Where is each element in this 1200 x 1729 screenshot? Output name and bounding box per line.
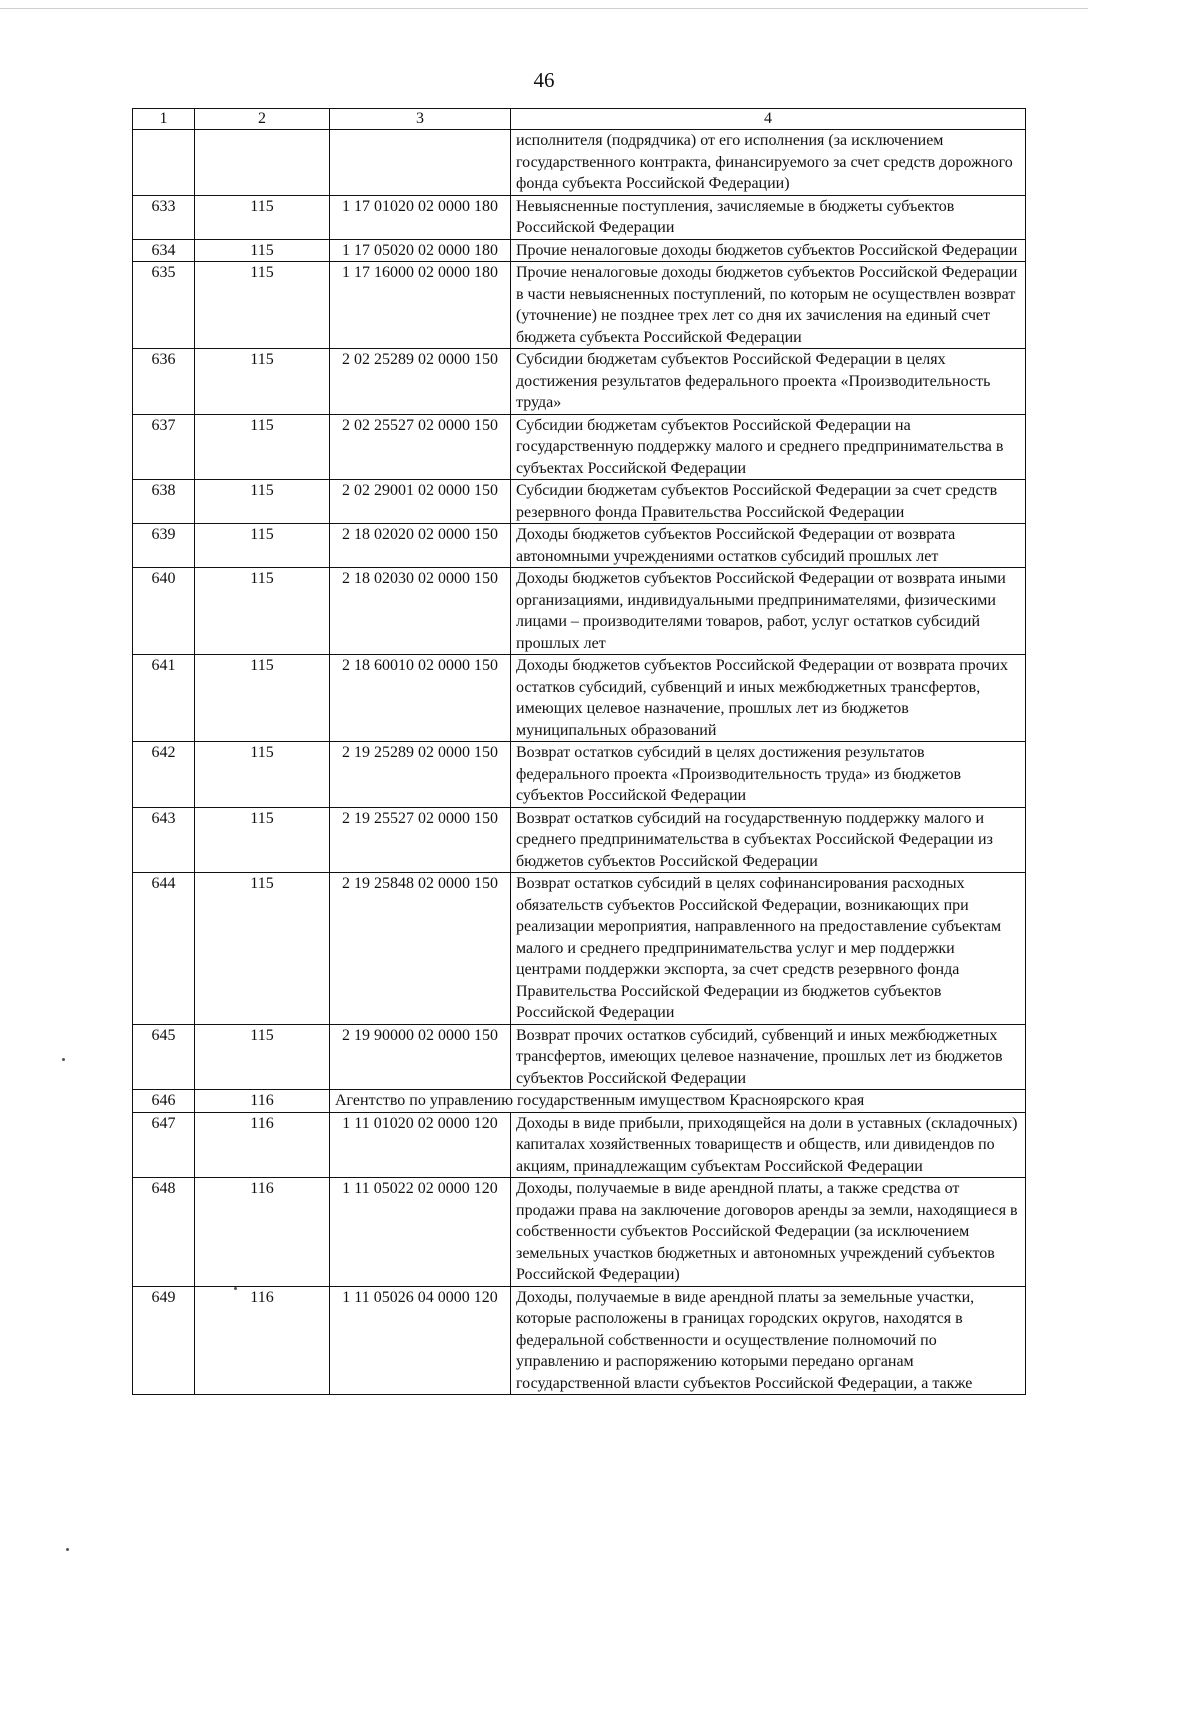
admin-code-cell: 115 <box>195 742 330 808</box>
admin-code-cell: 115 <box>195 349 330 415</box>
admin-code-cell: 115 <box>195 239 330 262</box>
budget-code-cell: 1 11 01020 02 0000 120 <box>330 1112 511 1178</box>
description-cell: Доходы в виде прибыли, приходящейся на доли в уставных (складочных) капиталах хозяйственных товариществ и обществ, или дивидендов по акциям, принадлежащим субъектам Российской Федерации <box>511 1112 1026 1178</box>
row-number-cell: 637 <box>133 414 195 480</box>
row-number-cell: 640 <box>133 568 195 655</box>
description-cell: Возврат остатков субсидий на государственную поддержку малого и среднего предпринимательства в субъектах Российской Федерации из бюджетов субъектов Российской Федерации <box>511 807 1026 873</box>
page-number: 46 <box>533 68 555 92</box>
budget-code-cell: 2 18 02030 02 0000 150 <box>330 568 511 655</box>
table-row <box>133 480 1026 524</box>
row-number-cell: 645 <box>133 1024 195 1090</box>
description-cell: Возврат остатков субсидий в целях софинансирования расходных обязательств субъектов Российской Федерации, возникающих при реализации мероприятия, направленного на предоставление субъектам малого и среднего предпринимательства услуг и мер поддержки центрами поддержки экспорта, за счет средств резервного фонда Правительства Российской Федерации из бюджетов субъектов Российской Федерации <box>511 873 1026 1025</box>
row-number-cell: 642 <box>133 742 195 808</box>
description-cell: Доходы, получаемые в виде арендной платы, а также средства от продажи права на заключение договоров аренды за земли, находящиеся в собственности субъектов Российской Федерации (за исключением земельных участков бюджетных и автономных учреждений субъектов Российской Федерации) <box>511 1178 1026 1287</box>
table-header-row <box>133 109 1026 130</box>
row-number-cell <box>133 130 195 196</box>
agency-name-cell: Агентство по управлению государственным имуществом Красноярского края <box>330 1090 1026 1113</box>
row-number-cell: 639 <box>133 524 195 568</box>
budget-code-cell: 2 18 60010 02 0000 150 <box>330 655 511 742</box>
table-row <box>133 1024 1026 1090</box>
table-row <box>133 568 1026 655</box>
description-cell: исполнителя (подрядчика) от его исполнения (за исключением государственного контракта, финансируемого за счет средств дорожного фонда субъекта Российской Федерации) <box>511 130 1026 196</box>
row-number-cell: 646 <box>133 1090 195 1113</box>
budget-code-cell: 1 17 05020 02 0000 180 <box>330 239 511 262</box>
budget-code-cell: 2 02 25289 02 0000 150 <box>330 349 511 415</box>
row-number-cell: 643 <box>133 807 195 873</box>
budget-code-cell: 1 17 16000 02 0000 180 <box>330 262 511 349</box>
table-row <box>133 807 1026 873</box>
description-cell: Прочие неналоговые доходы бюджетов субъектов Российской Федерации в части невыясненных поступлений, по которым не осуществлен возврат (уточнение) не позднее трех лет со дня их зачисления на единый счет бюджета субъекта Российской Федерации <box>511 262 1026 349</box>
scan-artifact-dot <box>66 1548 69 1551</box>
description-cell: Доходы, получаемые в виде арендной платы за земельные участки, которые расположены в границах городских округов, находятся в федеральной собственности и осуществление полномочий по управлению и распоряжению которыми передано органам государственной власти субъектов Российской Федерации, а также <box>511 1286 1026 1395</box>
table-row <box>133 414 1026 480</box>
admin-code-cell: 115 <box>195 524 330 568</box>
column-header-2: 2 <box>195 109 330 130</box>
admin-code-cell: 115 <box>195 262 330 349</box>
description-cell: Субсидии бюджетам субъектов Российской Федерации в целях достижения результатов федерального проекта «Производительность труда» <box>511 349 1026 415</box>
row-number-cell: 635 <box>133 262 195 349</box>
table-row <box>133 655 1026 742</box>
admin-code-cell: 115 <box>195 655 330 742</box>
table-row <box>133 195 1026 239</box>
scan-artifact-dot <box>62 1058 65 1061</box>
description-cell: Невыясненные поступления, зачисляемые в бюджеты субъектов Российской Федерации <box>511 195 1026 239</box>
admin-code-cell: 115 <box>195 568 330 655</box>
budget-code-cell <box>330 130 511 196</box>
description-cell: Доходы бюджетов субъектов Российской Федерации от возврата иными организациями, индивидуальными предпринимателями, физическими лицами – производителями товаров, работ, услуг остатков субсидий прошлых лет <box>511 568 1026 655</box>
row-number-cell: 648 <box>133 1178 195 1287</box>
admin-code-cell: 115 <box>195 414 330 480</box>
table-row <box>133 1090 1026 1113</box>
row-number-cell: 634 <box>133 239 195 262</box>
row-number-cell: 647 <box>133 1112 195 1178</box>
scan-top-edge <box>0 0 1088 9</box>
table-row <box>133 239 1026 262</box>
row-number-cell: 649 <box>133 1286 195 1395</box>
budget-code-cell: 2 02 29001 02 0000 150 <box>330 480 511 524</box>
table-row <box>133 742 1026 808</box>
description-cell: Субсидии бюджетам субъектов Российской Федерации на государственную поддержку малого и среднего предпринимательства в субъектах Российской Федерации <box>511 414 1026 480</box>
description-cell: Возврат остатков субсидий в целях достижения результатов федерального проекта «Производительность труда» из бюджетов субъектов Российской Федерации <box>511 742 1026 808</box>
budget-code-cell: 1 17 01020 02 0000 180 <box>330 195 511 239</box>
column-header-3: 3 <box>330 109 511 130</box>
description-cell: Доходы бюджетов субъектов Российской Федерации от возврата автономными учреждениями остатков субсидий прошлых лет <box>511 524 1026 568</box>
admin-code-cell: 115 <box>195 1024 330 1090</box>
budget-code-cell: 2 02 25527 02 0000 150 <box>330 414 511 480</box>
row-number-cell: 644 <box>133 873 195 1025</box>
table-row <box>133 262 1026 349</box>
budget-code-cell: 2 18 02020 02 0000 150 <box>330 524 511 568</box>
admin-code-cell: 116 <box>195 1178 330 1287</box>
admin-code-cell: 116 <box>195 1286 330 1395</box>
admin-code-cell: 116 <box>195 1090 330 1113</box>
column-header-4: 4 <box>511 109 1026 130</box>
budget-code-cell: 1 11 05022 02 0000 120 <box>330 1178 511 1287</box>
budget-code-cell: 2 19 25848 02 0000 150 <box>330 873 511 1025</box>
table-row <box>133 524 1026 568</box>
row-number-cell: 641 <box>133 655 195 742</box>
description-cell: Прочие неналоговые доходы бюджетов субъектов Российской Федерации <box>511 239 1026 262</box>
revenue-codes-table <box>132 108 1026 1395</box>
row-number-cell: 633 <box>133 195 195 239</box>
table-row <box>133 1286 1026 1395</box>
row-number-cell: 636 <box>133 349 195 415</box>
table-row <box>133 1178 1026 1287</box>
admin-code-cell: 115 <box>195 873 330 1025</box>
table-row <box>133 1112 1026 1178</box>
table-row <box>133 130 1026 196</box>
admin-code-cell: 116 <box>195 1112 330 1178</box>
admin-code-cell: 115 <box>195 480 330 524</box>
table-row <box>133 349 1026 415</box>
description-cell: Субсидии бюджетам субъектов Российской Федерации за счет средств резервного фонда Правительства Российской Федерации <box>511 480 1026 524</box>
column-header-1: 1 <box>133 109 195 130</box>
budget-code-cell: 2 19 90000 02 0000 150 <box>330 1024 511 1090</box>
budget-code-cell: 1 11 05026 04 0000 120 <box>330 1286 511 1395</box>
description-cell: Возврат прочих остатков субсидий, субвенций и иных межбюджетных трансфертов, имеющих целевое назначение, прошлых лет из бюджетов субъектов Российской Федерации <box>511 1024 1026 1090</box>
budget-code-cell: 2 19 25289 02 0000 150 <box>330 742 511 808</box>
admin-code-cell: 115 <box>195 807 330 873</box>
description-cell: Доходы бюджетов субъектов Российской Федерации от возврата прочих остатков субсидий, субвенций и иных межбюджетных трансфертов, имеющих целевое назначение, прошлых лет из бюджетов муниципальных образований <box>511 655 1026 742</box>
admin-code-cell: 115 <box>195 195 330 239</box>
table-row <box>133 873 1026 1025</box>
budget-code-cell: 2 19 25527 02 0000 150 <box>330 807 511 873</box>
admin-code-cell <box>195 130 330 196</box>
row-number-cell: 638 <box>133 480 195 524</box>
